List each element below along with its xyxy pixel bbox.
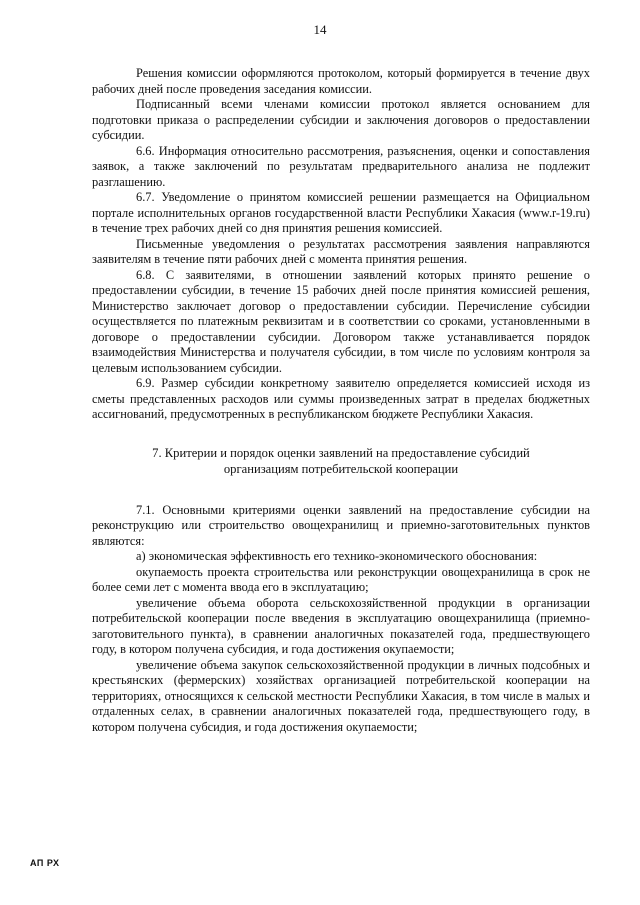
- paragraph: а) экономическая эффективность его технико-экономического обоснования:: [136, 549, 538, 563]
- section-heading-line: 7. Критерии и порядок оценки заявлений на предоставление субсидий: [152, 445, 530, 460]
- paragraph: 7.1. Основными критериями оценки заявлений на предоставление субсидии на реконструкцию или строительство овощехранилищ и приемно-заготовительных пунктов являются:: [92, 502, 590, 548]
- paragraph: увеличение объема оборота сельскохозяйственной продукции в организации потребительской кооперации после введения в эксплуатацию овощехранилища (приемно-заготовительного пункта), в сравнении аналогичных показателей года, предшествующего году, в котором получена субсидия, и года достижения окупаемости;: [92, 595, 590, 656]
- paragraph: 6.8. С заявителями, в отношении заявлений которых принято решение о предоставлении субсидии, в течение 15 рабочих дней после принятия комиссией решения, Министерство заключает договор о предоставлении субсидии. Перечисление субсидии осуществляется по платежным реквизитам и в соответствии со сроками, установленными в договоре о предоставлении субсидии. Договором также устанавливается порядок взаимодействия Министерства и получателя субсидии, в том числе по условиям контроля за целевым использованием субсидии.: [92, 267, 590, 375]
- paragraph: 6.9. Размер субсидии конкретному заявителю определяется комиссией исходя из сметы представленных расходов или суммы произведенных затрат в пределах бюджетных ассигнований, предусмотренных в республиканском бюджете Республики Хакасия.: [92, 376, 590, 421]
- paragraph: Письменные уведомления о результатах рассмотрения заявления направляются заявителям в течение пяти рабочих дней с момента принятия решения.: [92, 236, 590, 266]
- paragraph: 6.7. Уведомление о принятом комиссией решении размещается на Официальном портале исполнительных органов государственной власти Республики Хакасия (www.r-19.ru) в течение трех рабочих дней со дня принятия решения комиссией.: [92, 190, 590, 235]
- section-heading: [92, 445, 590, 477]
- paragraph: Решения комиссии оформляются протоколом, который формируется в течение двух рабочих дней после проведения заседания комиссии.: [92, 66, 590, 96]
- page-number: 14: [313, 22, 327, 37]
- section-heading-line: организациям потребительской кооперации: [223, 461, 459, 476]
- footer-stamp: АП РХ: [30, 858, 60, 868]
- document-body: [92, 66, 590, 735]
- paragraph: 6.6. Информация относительно рассмотрения, разъяснения, оценки и сопоставления заявок, а также заключений по результатам предварительного анализа не подлежит разглашению.: [92, 143, 590, 189]
- paragraph: Подписанный всеми членами комиссии протокол является основанием для подготовки приказа о распределении субсидии и заключения договоров о предоставлении субсидии.: [92, 97, 590, 142]
- paragraph: увеличение объема закупок сельскохозяйственной продукции в личных подсобных и крестьянских (фермерских) хозяйствах организацией потребительской кооперации на территориях, относящихся к сельской местности Республики Хакасия, в том числе в малых и отдаленных селах, в сравнении аналогичных показателей года, предшествующего году, в котором получена субсидия, и года достижения окупаемости;: [92, 657, 590, 734]
- paragraph: окупаемость проекта строительства или реконструкции овощехранилища в срок не более семи лет с момента ввода его в эксплуатацию;: [92, 564, 590, 594]
